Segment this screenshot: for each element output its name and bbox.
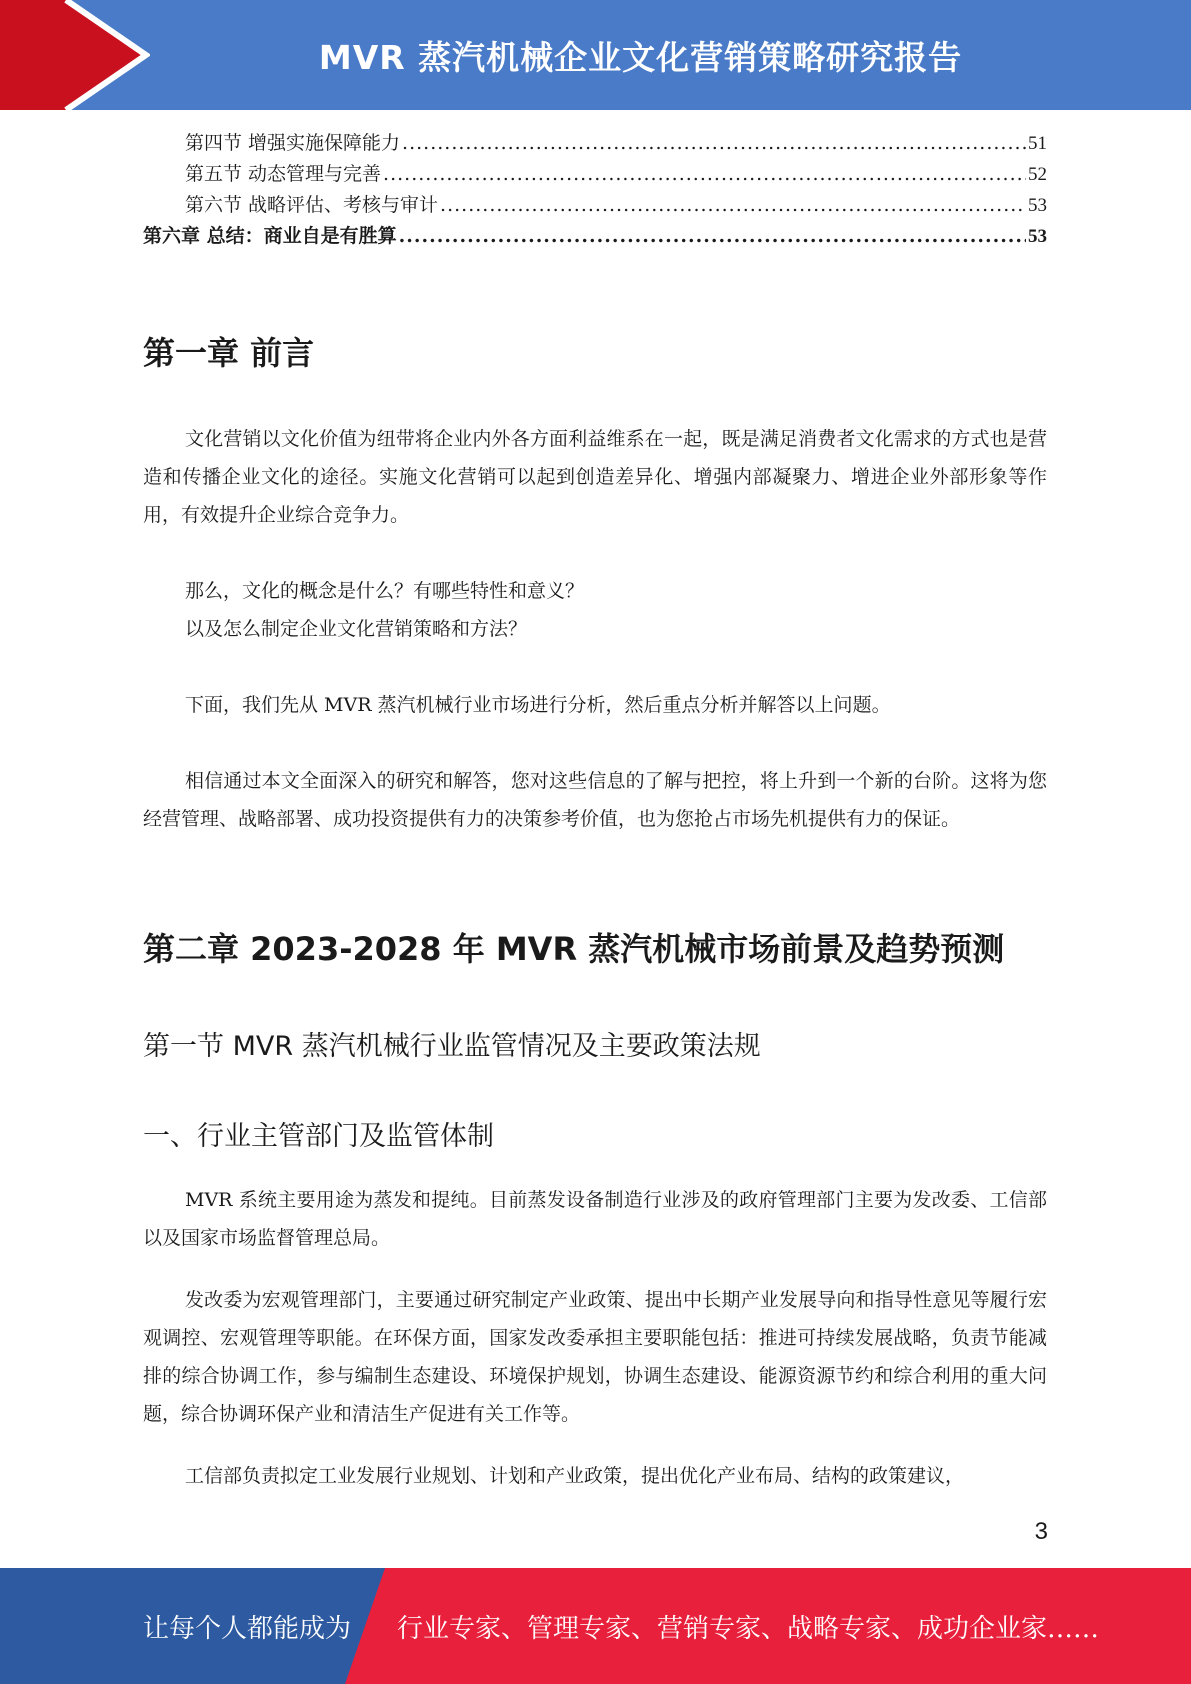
paragraph: 那么，文化的概念是什么？有哪些特性和意义？ xyxy=(185,580,585,602)
paragraph: 以及怎么制定企业文化营销策略和方法？ xyxy=(185,618,528,640)
toc-page-number: 52 xyxy=(1028,164,1047,185)
toc-leader xyxy=(399,221,1026,252)
toc-entry[interactable] xyxy=(143,128,1047,159)
page-footer xyxy=(0,1568,1191,1684)
toc-entry[interactable] xyxy=(143,159,1047,190)
subsection-heading: 一、行业主管部门及监管体制 xyxy=(143,1121,494,1152)
chapter-heading: 第一章 前言 xyxy=(143,334,315,372)
toc-entry[interactable] xyxy=(143,221,1047,252)
toc-page-number: 53 xyxy=(1028,226,1047,247)
toc-entry[interactable] xyxy=(143,190,1047,221)
report-title: MVR 蒸汽机械企业文化营销策略研究报告 xyxy=(318,37,963,77)
page-content xyxy=(143,128,1047,1487)
toc-label: 第六节 战略评估、考核与审计 xyxy=(185,194,439,216)
toc-leader xyxy=(383,159,1026,190)
paragraph: 工信部负责拟定工业发展行业规划、计划和产业政策，提出优化产业布局、结构的政策建议， xyxy=(185,1465,965,1487)
toc-label: 第五节 动态管理与完善 xyxy=(185,163,382,185)
toc-label: 第六章 总结：商业自是有胜算 xyxy=(143,225,397,247)
section-heading: 第一节 MVR 蒸汽机械行业监管情况及主要政策法规 xyxy=(143,1031,761,1062)
toc-label: 第四节 增强实施保障能力 xyxy=(185,132,401,154)
page-number: 3 xyxy=(1034,1518,1048,1545)
toc-leader xyxy=(440,190,1026,221)
footer-slogan-left: 让每个人都能成为 xyxy=(143,1613,352,1644)
paragraph: 下面，我们先从 MVR 蒸汽机械行业市场进行分析，然后重点分析并解答以上问题。 xyxy=(185,694,891,716)
footer-slogan-right: 行业专家、管理专家、营销专家、战略专家、成功企业家…… xyxy=(397,1613,1100,1644)
paragraph: 文化营销以文化价值为纽带将企业内外各方面利益维系在一起，既是满足消费者文化需求的方式也是营造和传播企业文化的途径。实施文化营销可以起到创造差异化、增强内部凝聚力、增进企业外部形象等作用，有效提升企业综合竞争力。 xyxy=(143,428,1047,526)
paragraph: 发改委为宏观管理部门，主要通过研究制定产业政策、提出中长期产业发展导向和指导性意见等履行宏观调控、宏观管理等职能。在环保方面，国家发改委承担主要职能包括：推进可持续发展战略，负责节能减排的综合协调工作，参与编制生态建设、环境保护规划，协调生态建设、能源资源节约和综合利用的重大问题，综合协调环保产业和清洁生产促进有关工作等。 xyxy=(143,1289,1047,1425)
page-header xyxy=(0,0,1191,110)
table-of-contents xyxy=(143,128,1047,252)
paragraph: 相信通过本文全面深入的研究和解答，您对这些信息的了解与把控，将上升到一个新的台阶。这将为您经营管理、战略部署、成功投资提供有力的决策参考价值，也为您抢占市场先机提供有力的保证。 xyxy=(143,770,1047,830)
toc-leader xyxy=(402,128,1026,159)
chapter-heading: 第二章 2023-2028 年 MVR 蒸汽机械市场前景及趋势预测 xyxy=(143,930,1005,968)
header-arrow-decoration xyxy=(0,0,150,110)
paragraph: MVR 系统主要用途为蒸发和提纯。目前蒸发设备制造行业涉及的政府管理部门主要为发改委、工信部以及国家市场监督管理总局。 xyxy=(143,1189,1047,1249)
toc-page-number: 53 xyxy=(1028,195,1047,216)
toc-page-number: 51 xyxy=(1028,133,1047,154)
